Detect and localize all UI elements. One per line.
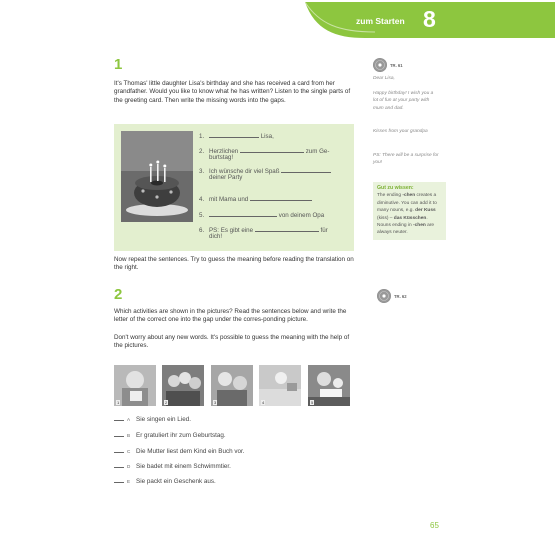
exercise-1-instructions: It's Thomas' little daughter Lisa's birthday and she has received a card from her grandfather. Would you like to know what he has written? Listen to the single parts of the greeting card. Then write the missing words into the gaps. (114, 80, 351, 104)
picture-reading-book: 5 (308, 365, 350, 406)
chapter-title: zum Starten (356, 16, 405, 26)
picture-bathing: 4 (259, 365, 301, 406)
exercise-2-instructions: Which activities are shown in the pictures? Read the sentences below and write the letter of the correct one into the gap under the corres-ponding picture. (114, 308, 347, 324)
sentence-d: D Sie badet mit einem Schwimmtier. (114, 463, 231, 470)
gap-item-5: 5. von deinem Opa (199, 212, 325, 219)
picture-girl-gift: 1 (114, 365, 156, 406)
gap-item-4: 4. mit Mama und (199, 194, 312, 204)
gap-item-3: 3. Ich wünsche dir viel Spaß (199, 166, 331, 176)
tip-title: Gut zu wissen: (377, 185, 414, 191)
gap-item-3-cont: deiner Party (209, 174, 243, 181)
picture-congratulating: 3 (211, 365, 253, 406)
translation-line-2: Kisses from your grandpa (373, 129, 428, 134)
gap-item-2-cont: burtstag! (209, 154, 234, 161)
gap-item-2: 2. Herzlichen zum Ge- (199, 148, 330, 155)
sentence-e: E Sie packt ein Geschenk aus. (114, 478, 216, 485)
sentence-c: C Die Mutter liest dem Kind ein Buch vor. (114, 448, 245, 455)
translation-line-1: Happy birthday! I wish you a lot of fun at your party with mum and dad. (373, 91, 434, 111)
audio-cd-icon[interactable] (373, 58, 387, 72)
gap-2[interactable] (240, 146, 304, 153)
birthday-cake-photo (121, 131, 193, 222)
answer-blank-d[interactable] (114, 467, 124, 468)
exercise-1-followup: Now repeat the sentences. Try to guess the meaning before reading the translation on the right. (114, 256, 354, 272)
sentence-a: A Sie singen ein Lied. (114, 416, 191, 423)
gap-item-6-cont: dich! (209, 233, 223, 240)
gap-4[interactable] (250, 194, 312, 201)
audio-track-label-1: TR. 61 (390, 63, 403, 68)
gap-5[interactable] (209, 210, 277, 217)
gap-3[interactable] (281, 166, 331, 173)
page-number: 65 (430, 521, 439, 530)
exercise-number-1: 1 (114, 56, 123, 73)
exercise-number-2: 2 (114, 286, 123, 303)
answer-blank-b[interactable] (114, 436, 124, 437)
answer-blank-e[interactable] (114, 482, 124, 483)
answer-blank-a[interactable] (114, 420, 124, 421)
exercise-2-hint: Don't worry about any new words. It's possible to guess the meaning with the help of the pictures. (114, 334, 350, 350)
sentence-b: B Er gratuliert ihr zum Geburtstag. (114, 432, 226, 439)
translation-greeting: Dear Lisa, (373, 76, 395, 81)
gap-item-6: 6. PS: Es gibt eine für (199, 227, 328, 234)
chapter-number: 8 (423, 6, 436, 32)
good-to-know-box: Gut zu wissen: The ending -chen creates a diminutive. You can add it to many nouns, e.g. der Kuss (kiss) – das Küsschen. Nouns ending in -chen are always neuter. (373, 182, 446, 240)
audio-track-label-2: TR. 62 (394, 294, 407, 299)
chapter-header-band (305, 2, 555, 38)
answer-blank-c[interactable] (114, 452, 124, 453)
gap-item-1: 1. Lisa, (199, 133, 274, 140)
audio-cd-icon-2[interactable] (377, 289, 391, 303)
gap-1[interactable] (209, 131, 259, 138)
picture-group-singing: 2 (162, 365, 204, 406)
translation-line-3: PS: There will be a surprise for you! (373, 153, 439, 166)
gap-6[interactable] (255, 225, 319, 232)
